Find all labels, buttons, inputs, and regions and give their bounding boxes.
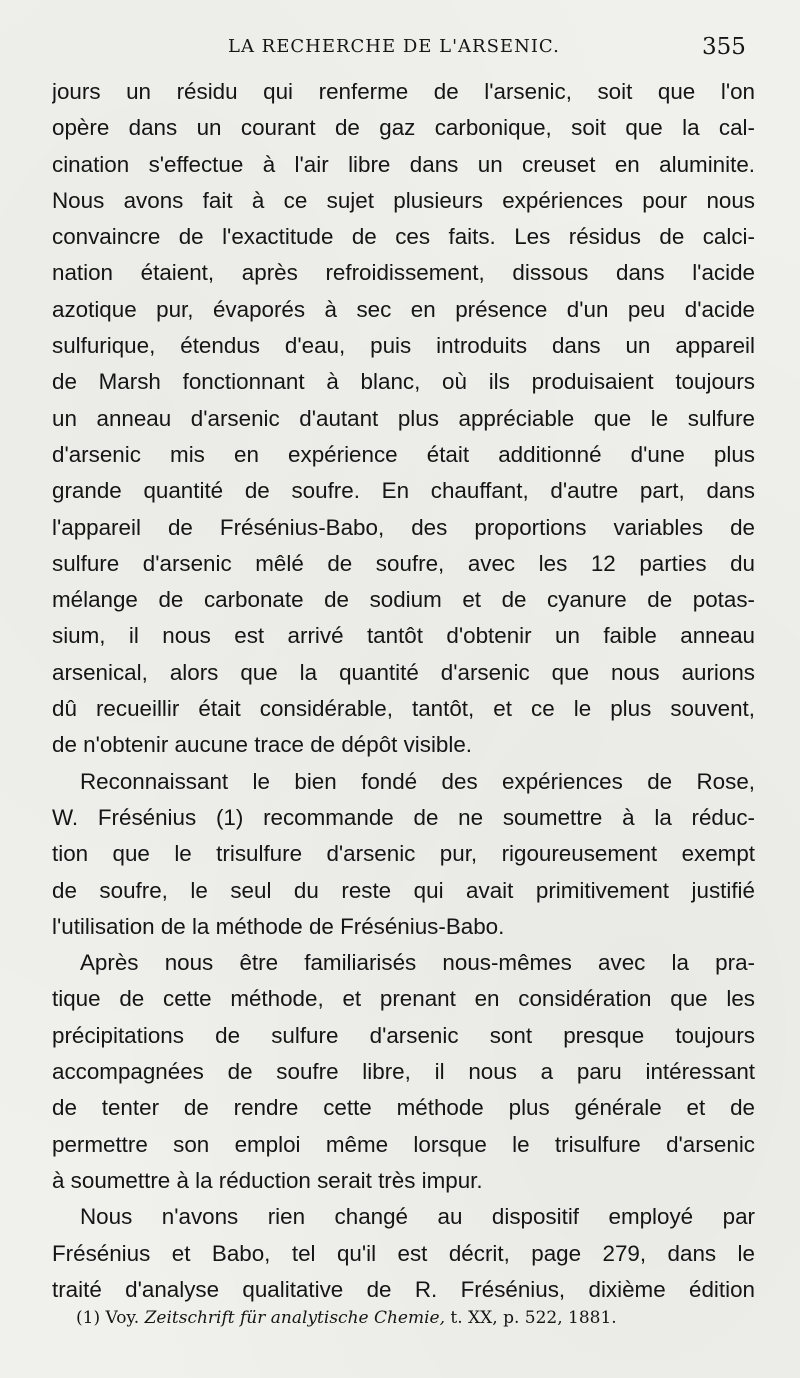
text-line: cination s'effectue à l'air libre dans un creuset en aluminite. — [52, 151, 755, 177]
page-header — [0, 34, 800, 64]
text-line: permettre son emploi même lorsque le trisulfure d'arsenic — [52, 1131, 755, 1157]
text-line: azotique pur, évaporés à sec en présence d'un peu d'acide — [52, 296, 755, 322]
running-title: LA RECHERCHE DE L'ARSENIC. — [228, 36, 560, 57]
text-line: Nous n'avons rien changé au dispositif employé par — [80, 1204, 755, 1230]
text-line: opère dans un courant de gaz carbonique, soit que la cal- — [52, 115, 755, 141]
text-line: précipitations de sulfure d'arsenic sont presque toujours — [52, 1022, 755, 1048]
text-line: de soufre, le seul du reste qui avait primitivement justifié — [52, 877, 755, 903]
footnote — [76, 1308, 617, 1328]
text-line: tique de cette méthode, et prenant en considération que les — [52, 986, 755, 1012]
text-line: Reconnaissant le bien fondé des expériences de Rose, — [80, 768, 755, 794]
text-line: sulfure d'arsenic mêlé de soufre, avec les 12 parties du — [52, 550, 755, 576]
text-line: Frésénius et Babo, tel qu'il est décrit, page 279, dans le — [52, 1240, 755, 1266]
text-line: Après nous être familiarisés nous-mêmes avec la pra- — [80, 950, 755, 976]
text-line: l'appareil de Frésénius-Babo, des proportions variables de — [52, 514, 755, 540]
text-line: accompagnées de soufre libre, il nous a paru intéressant — [52, 1059, 755, 1085]
text-line: sium, il nous est arrivé tantôt d'obtenir un faible anneau — [52, 623, 755, 649]
text-line: à soumettre à la réduction serait très impur. — [52, 1167, 483, 1193]
text-line: traité d'analyse qualitative de R. Frésénius, dixième édition — [52, 1276, 755, 1302]
text-line: l'utilisation de la méthode de Frésénius-Babo. — [52, 913, 505, 939]
footnote-journal: Zeitschrift für analytische Chemie, — [144, 1308, 446, 1328]
text-line: mélange de carbonate de sodium et de cyanure de potas- — [52, 587, 755, 613]
text-line: Nous avons fait à ce sujet plusieurs expériences pour nous — [52, 187, 755, 213]
text-line: dû recueillir était considérable, tantôt, et ce le plus souvent, — [52, 696, 755, 722]
footnote-marker: (1) Voy. — [76, 1308, 140, 1328]
text-line: tion que le trisulfure d'arsenic pur, rigoureusement exempt — [52, 841, 755, 867]
footnote-reference: t. XX, p. 522, 1881. — [450, 1308, 617, 1328]
text-line: nation étaient, après refroidissement, dissous dans l'acide — [52, 260, 755, 286]
text-line: d'arsenic mis en expérience était additionné d'une plus — [52, 441, 755, 467]
text-line: de tenter de rendre cette méthode plus générale et de — [52, 1095, 755, 1121]
page-number: 355 — [702, 34, 746, 60]
text-line: de n'obtenir aucune trace de dépôt visible. — [52, 732, 473, 758]
text-line: convaincre de l'exactitude de ces faits. Les résidus de calci- — [52, 224, 755, 250]
text-line: grande quantité de soufre. En chauffant, d'autre part, dans — [52, 478, 755, 504]
text-line: arsenical, alors que la quantité d'arsenic que nous aurions — [52, 659, 755, 685]
text-line: de Marsh fonctionnant à blanc, où ils produisaient toujours — [52, 369, 755, 395]
text-line: sulfurique, étendus d'eau, puis introduits dans un appareil — [52, 333, 755, 359]
text-line: un anneau d'arsenic d'autant plus appréciable que le sulfure — [52, 405, 755, 431]
text-line: W. Frésénius (1) recommande de ne soumettre à la réduc- — [52, 804, 755, 830]
text-line: jours un résidu qui renferme de l'arsenic, soit que l'on — [52, 79, 755, 104]
body-text — [52, 74, 755, 1308]
